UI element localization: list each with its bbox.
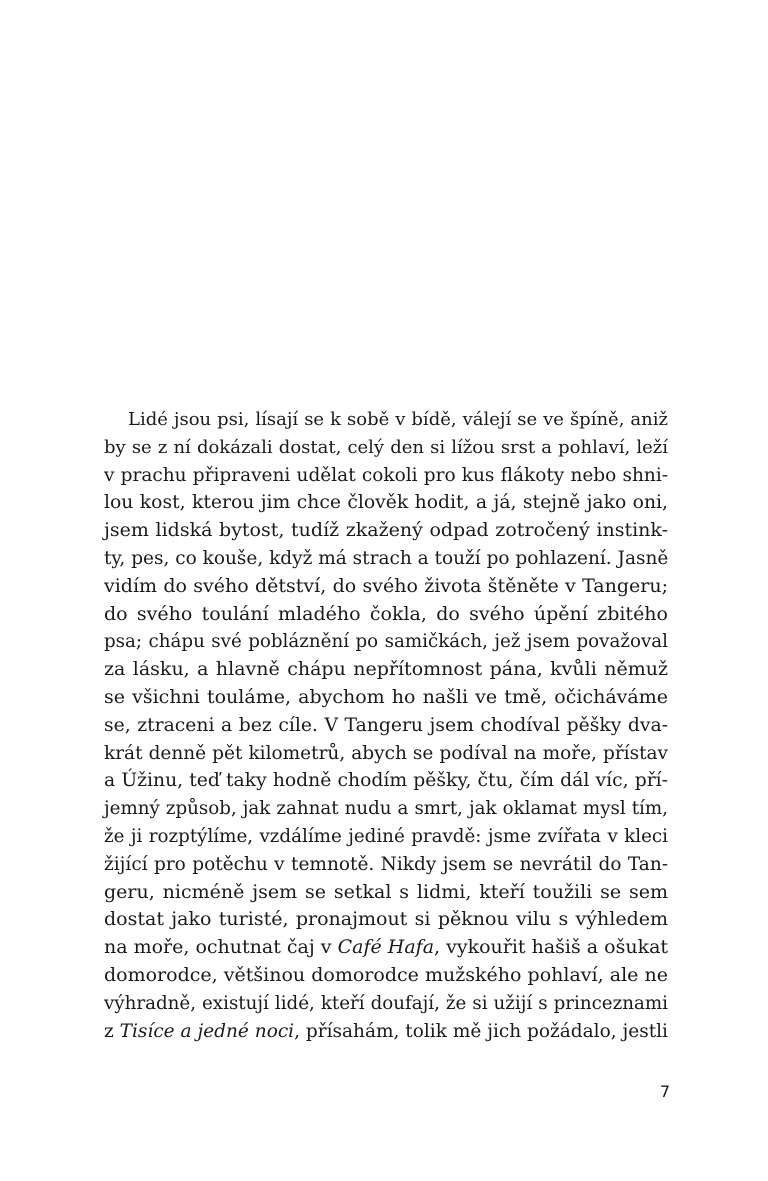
text-line: a Úžinu, teď taky hodně chodím pěšky, čtu, čím dál víc, pří- [104,770,668,792]
text-line [104,934,668,962]
text-line: v prachu připraveni udělat cokoli pro kus flákoty nebo shni- [104,464,668,486]
text-line: jemný způsob, jak zahnat nudu a smrt, jak oklamat mysl tím, [104,798,668,820]
text-line: ty, pes, co kouše, když má strach a touží po pohlazení. Jasně [104,547,669,569]
page-number: 7 [659,1082,670,1101]
text-fragment: na moře, ochutnat čaj v [104,936,338,959]
italic-title: Tisíce a jedné noci [119,1020,295,1042]
text-line: by se z ní dokázali dostat, celý den si lížou srst a pohlaví, leží [104,436,668,458]
text-fragment: z [104,1020,120,1042]
text-line: dostat jako turisté, pronajmout si pěknou vilu s výhledem [104,908,668,931]
text-line: Lidé jsou psi, lísají se k sobě v bídě, válejí se ve špíně, aniž [128,409,668,430]
text-line: žijící pro potěchu v temnotě. Nikdy jsem se nevrátil do Tan- [104,853,668,875]
text-line: geru, nicméně jsem se setkal s lidmi, kteří toužili se sem [104,880,668,903]
text-fragment: , vykouřit hašiš a ošukat [434,936,669,959]
text-line: se, ztraceni a bez cíle. V Tangeru jsem chodíval pěšky dva- [104,714,668,736]
body-text [104,406,668,1045]
text-line: do svého toulání mladého čokla, do svého úpění zbitého [104,602,668,625]
text-line [104,1018,668,1046]
text-line: lou kost, kterou jim chce člověk hodit, a já, stejně jako oni, [104,492,668,514]
text-line: že ji rozptýlíme, vzdálíme jediné pravdě: jsme zvířata v kleci [104,825,668,847]
text-line: krát denně pět kilometrů, abych se podíval na moře, přístav [104,742,668,764]
text-line: se všichni touláme, abychom ho našli ve tmě, očicháváme [104,685,668,708]
text-line: za lásku, a hlavně chápu nepřítomnost pána, kvůli němuž [104,658,668,681]
text-line: vidím do svého dětství, do svého života štěněte v Tangeru; [104,574,668,597]
text-line: výhradně, existují lidé, kteří doufají, že si užijí s princeznami [104,992,668,1014]
text-line: domorodce, většinou domorodce mužského pohlaví, ale ne [104,963,668,986]
text-line: jsem lidská bytost, tudíž zkažený odpad zotročený instink- [104,519,668,542]
text-line: psa; chápu své pobláznění po samičkách, jež jsem považoval [104,631,668,653]
text-fragment: , přísahám, tolik mě jich požádalo, jestli [294,1020,668,1042]
italic-title: Café Hafa [337,936,435,959]
